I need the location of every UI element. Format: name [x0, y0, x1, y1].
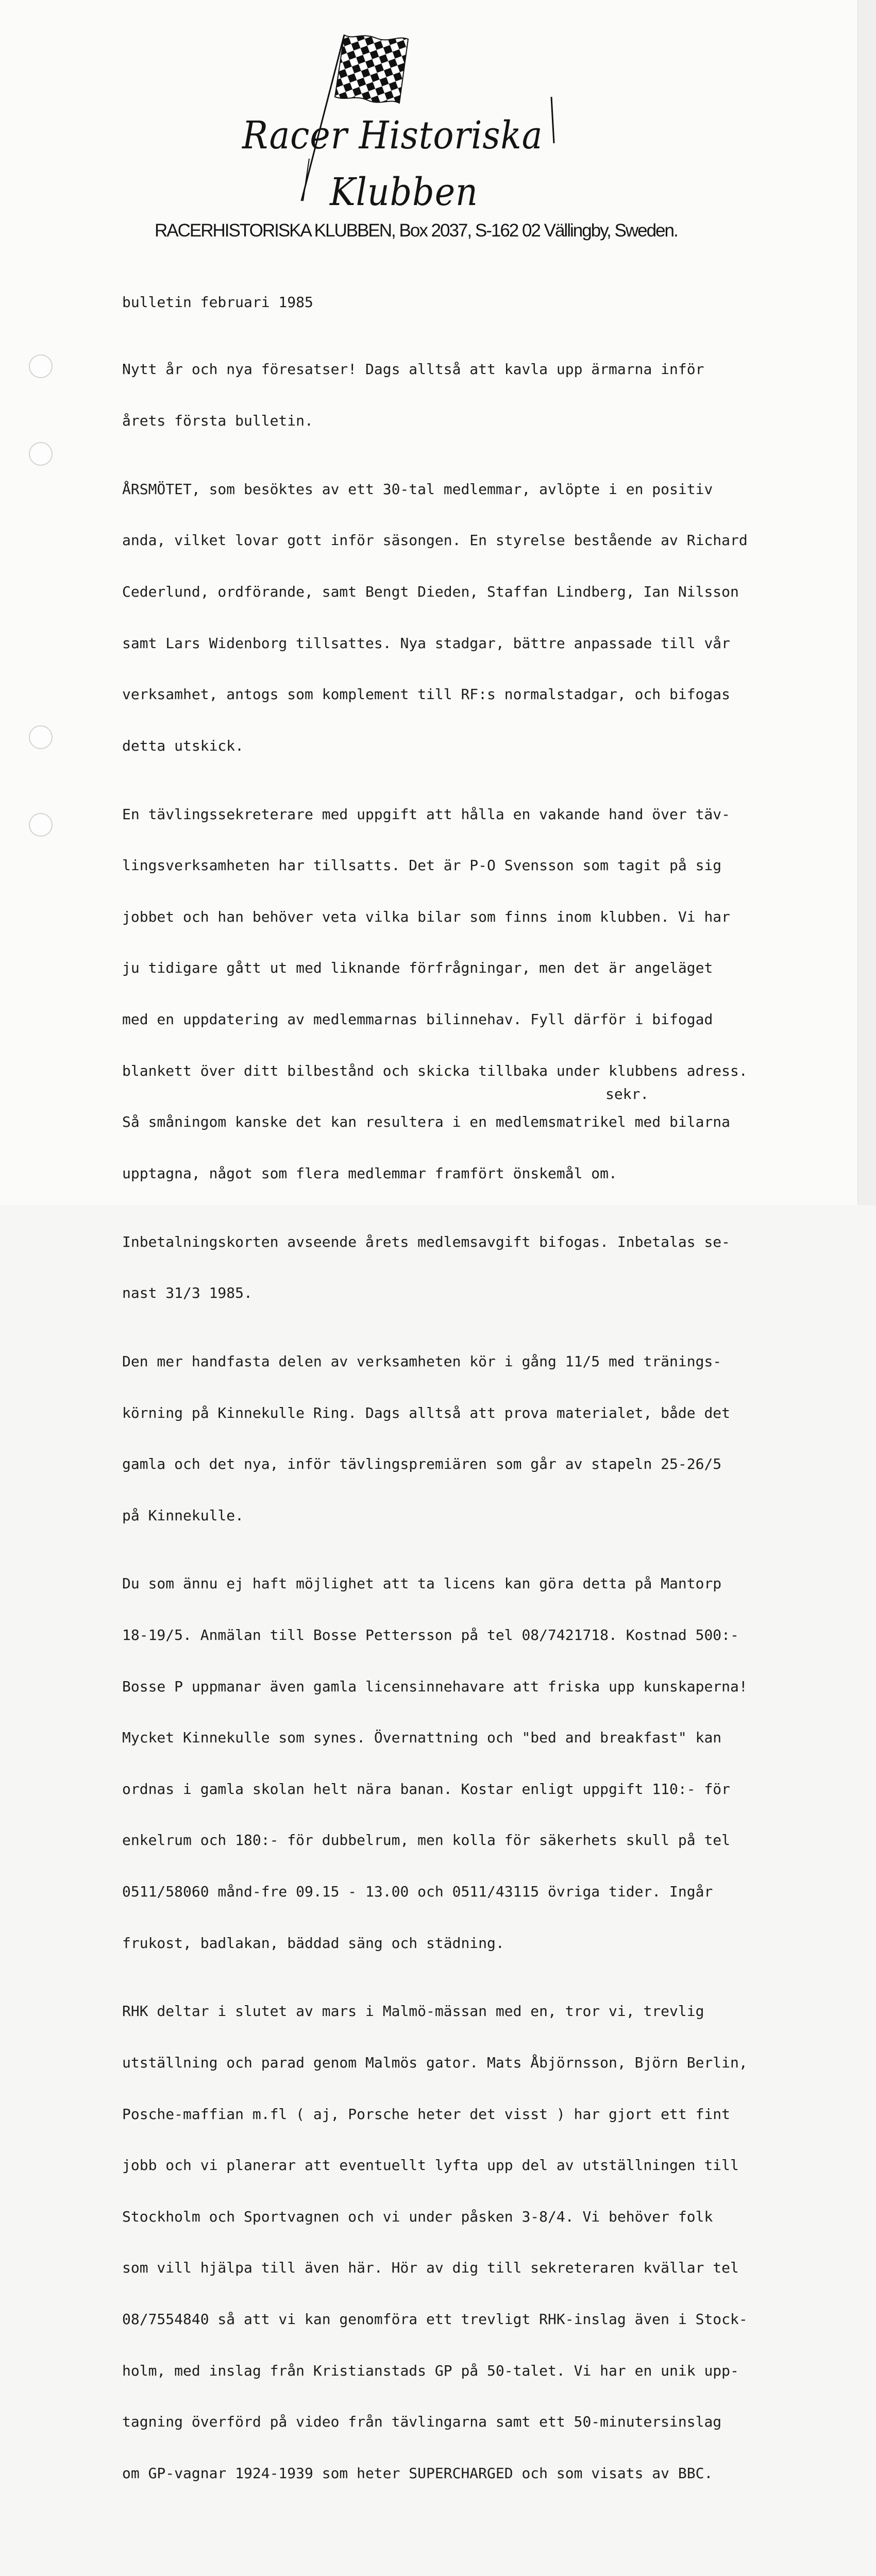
- text-line: lingsverksamheten har tillsatts. Det är P-O Svensson som tagit på sig: [122, 857, 722, 874]
- text-line: som vill hjälpa till även här. Hör av dig till sekreteraren kvällar tel: [122, 2259, 739, 2277]
- signature: sekr.: [605, 1086, 649, 1103]
- text-line: om GP-vagnar 1924-1939 som heter SUPERCHARGED och som visats av BBC.: [122, 2464, 713, 2482]
- text-line: utställning och parad genom Malmös gator. Mats Åbjörnsson, Björn Berlin,: [122, 2054, 748, 2072]
- text-line: RHK deltar i slutet av mars i Malmö-mässan med en, tror vi, trevlig: [122, 2003, 704, 2020]
- text-line: gamla och det nya, inför tävlingspremiären som går av stapeln 25-26/5: [122, 1455, 722, 1473]
- text-line: körning på Kinnekulle Ring. Dags alltså att prova materialet, både det: [122, 1404, 731, 1421]
- bulletin-body: [122, 327, 748, 2576]
- text-line: Bosse P uppmanar även gamla licensinnehavare att friska upp kunskaperna!: [122, 1677, 748, 1695]
- club-logo: [155, 31, 678, 247]
- text-line: ordnas i gamla skolan helt nära banan. Kostar enligt uppgift 110:- för: [122, 1780, 731, 1798]
- text-line: Du som ännu ej haft möjlighet att ta licens kan göra detta på Mantorp: [122, 1575, 722, 1592]
- text-line: verksamhet, antogs som komplement till RF:s normalstadgar, och bifogas: [122, 686, 731, 703]
- punch-hole: [29, 442, 53, 466]
- text-line: Posche-maffian m.fl ( aj, Porsche heter det visst ) har gjort ett fint: [122, 2105, 731, 2123]
- text-line: 18-19/5. Anmälan till Bosse Pettersson på tel 08/7421718. Kostnad 500:-: [122, 1626, 739, 1644]
- text-line: 0511/58060 månd-fre 09.15 - 13.00 och 0511/43115 övriga tider. Ingår: [122, 1883, 713, 1901]
- text-line: ju tidigare gått ut med liknande förfrågningar, men det är angeläget: [122, 959, 713, 977]
- text-line: frukost, badlakan, bäddad säng och städning.: [122, 1934, 504, 1952]
- text-line: En tävlingssekreterare med uppgift att hålla en vakande hand över täv-: [122, 805, 731, 823]
- text-line: samt Lars Widenborg tillsattes. Nya stadgar, bättre anpassade till vår: [122, 634, 731, 652]
- text-line: jobbet och han behöver veta vilka bilar som finns inom klubben. Vi har: [122, 908, 731, 925]
- logo-line-2: Klubben: [330, 170, 478, 214]
- text-line: jobb och vi planerar att eventuellt lyfta upp del av utställningen till: [122, 2157, 739, 2174]
- text-line: nast 31/3 1985.: [122, 1284, 252, 1302]
- text-line: tagning överförd på video från tävlingarna samt ett 50-minutersinslag: [122, 2413, 722, 2431]
- text-line: Den mer handfasta delen av verksamheten kör i gång 11/5 med tränings-: [122, 1352, 722, 1370]
- text-line: detta utskick.: [122, 737, 244, 754]
- text-line: Nytt år och nya föresatser! Dags alltså att kavla upp ärmarna inför: [122, 361, 704, 378]
- text-line: Stockholm och Sportvagnen och vi under påsken 3-8/4. Vi behöver folk: [122, 2208, 713, 2225]
- text-line: Mycket Kinnekulle som synes. Övernattning och "bed and breakfast" kan: [122, 1729, 722, 1747]
- text-line: upptagna, något som flera medlemmar framfört önskemål om.: [122, 1164, 617, 1182]
- text-line: Så småningom kanske det kan resultera i en medlemsmatrikel med bilarna: [122, 1113, 731, 1131]
- text-line: 08/7554840 så att vi kan genomföra ett trevligt RHK-inslag även i Stock-: [122, 2311, 748, 2328]
- text-line: Inbetalningskorten avseende årets medlemsavgift bifogas. Inbetalas se-: [122, 1233, 731, 1250]
- club-address: RACERHISTORISKA KLUBBEN, Box 2037, S-162 02 Vällingby, Sweden.: [155, 221, 678, 241]
- paragraph-gap: [122, 2533, 748, 2541]
- text-line: årets första bulletin.: [122, 412, 313, 429]
- text-line: holm, med inslag från Kristianstads GP på 50-talet. Vi har en unik upp-: [122, 2362, 739, 2379]
- punch-hole: [29, 354, 53, 378]
- page-edge: [857, 0, 876, 1205]
- bulletin-heading: bulletin februari 1985: [122, 294, 313, 311]
- text-line: enkelrum och 180:- för dubbelrum, men kolla för säkerhets skull på tel: [122, 1832, 731, 1849]
- text-line: med en uppdatering av medlemmarnas bilinnehav. Fyll därför i bifogad: [122, 1010, 713, 1028]
- punch-hole: [29, 725, 53, 749]
- text-line: ÅRSMÖTET, som besöktes av ett 30-tal medlemmar, avlöpte i en positiv: [122, 480, 713, 498]
- text-line: blankett över ditt bilbestånd och skicka tillbaka under klubbens adress.: [122, 1062, 748, 1079]
- punch-hole: [29, 813, 53, 837]
- text-line: Cederlund, ordförande, samt Bengt Dieden, Staffan Lindberg, Ian Nilsson: [122, 583, 739, 600]
- logo-line-1: Racer Historiska: [242, 113, 543, 158]
- text-line: på Kinnekulle.: [122, 1506, 244, 1524]
- text-line: anda, vilket lovar gott inför säsongen. En styrelse bestående av Richard: [122, 532, 748, 549]
